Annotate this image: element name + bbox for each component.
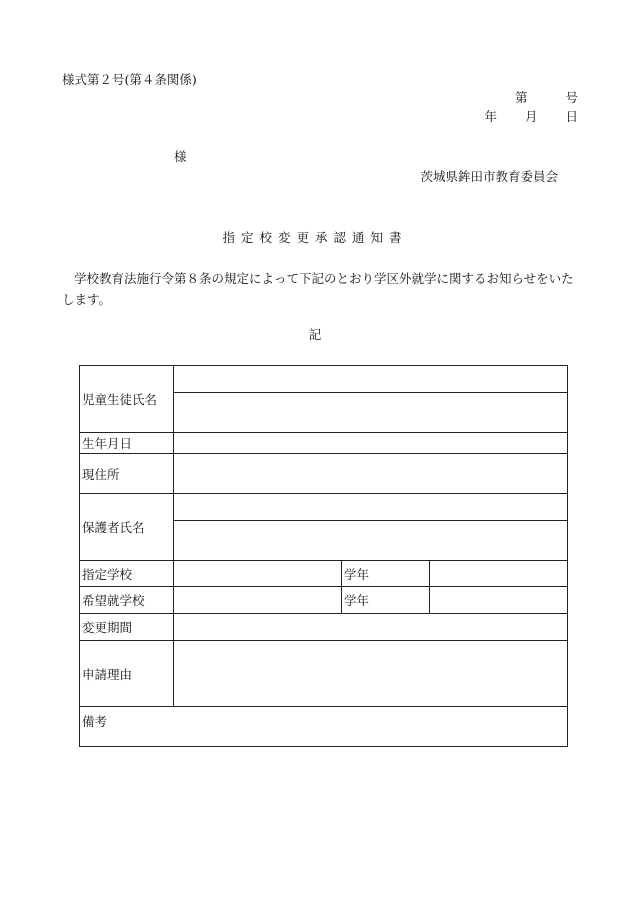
designated-school-label: 指定学校 [80, 561, 174, 587]
change-period-label: 変更期間 [80, 614, 174, 641]
guardian-name-field [174, 521, 568, 561]
desired-school-label: 希望就学校 [80, 587, 174, 614]
number-prefix: 第 [514, 90, 528, 105]
document-number-line [515, 92, 578, 105]
student-name-label: 児童生徒氏名 [80, 366, 174, 433]
guardian-name-label: 保護者氏名 [80, 494, 174, 561]
date-day: 日 [565, 109, 578, 124]
birthdate-label: 生年月日 [80, 433, 174, 454]
address-field [174, 454, 568, 494]
student-name-kana-field [174, 366, 568, 393]
remarks-cell [80, 707, 568, 747]
form-reference: 様式第２号(第４条関係) [62, 72, 197, 87]
grade-label-2: 学年 [342, 587, 430, 614]
date-line [484, 111, 578, 124]
change-period-field [174, 614, 568, 641]
designated-school-field [174, 561, 342, 587]
grade-field-1 [430, 561, 568, 587]
reason-label: 申請理由 [80, 641, 174, 707]
grade-label-1: 学年 [342, 561, 430, 587]
document-title: 指定校変更承認通知書 [222, 230, 408, 245]
address-label: 現住所 [80, 454, 174, 494]
guardian-name-kana-field [174, 494, 568, 521]
remarks-label: 備考 [82, 714, 108, 729]
grade-field-2 [430, 587, 568, 614]
issuer-name: 茨城県鉾田市教育委員会 [420, 169, 558, 184]
date-year: 年 [484, 109, 497, 124]
reason-field [174, 641, 568, 707]
number-suffix: 号 [565, 90, 578, 105]
details-table [79, 365, 568, 747]
ki-heading: 記 [308, 327, 322, 342]
birthdate-field [174, 433, 568, 454]
date-month: 月 [524, 109, 538, 124]
addressee-honorific: 様 [174, 149, 187, 164]
desired-school-field [174, 587, 342, 614]
student-name-field [174, 393, 568, 433]
body-paragraph: 学校教育法施行令第８条の規定によって下記のとおり学区外就学に関するお知らせをいたします。 [62, 271, 574, 307]
